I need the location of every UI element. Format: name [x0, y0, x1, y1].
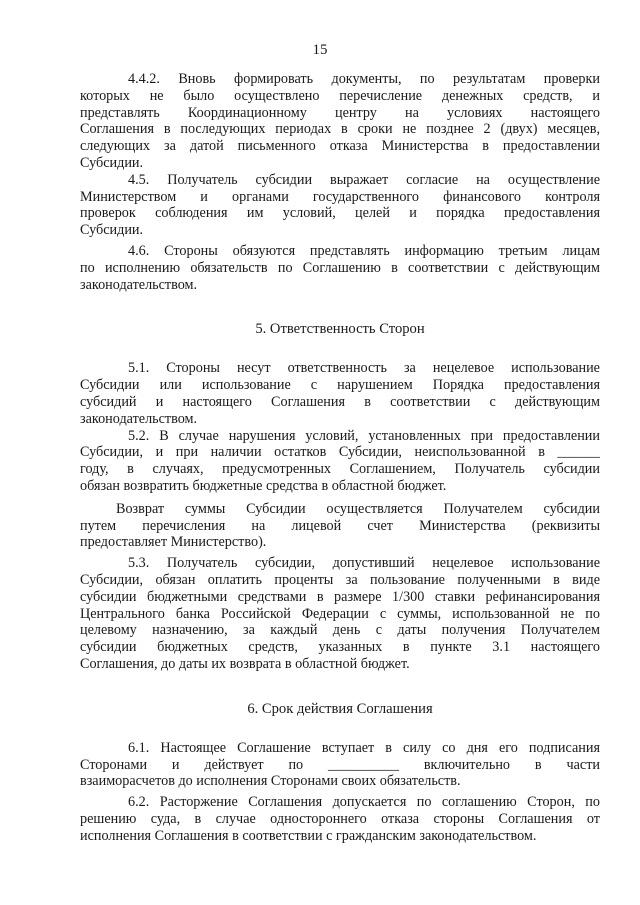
paragraph-6-1 [80, 740, 600, 790]
text-line: 5.3. Получатель субсидии, допустивший нецелевое использование [128, 555, 600, 572]
paragraph-5-1 [80, 360, 600, 427]
paragraph-5-3 [80, 555, 600, 673]
text-line: законодательством. [80, 276, 198, 293]
text-line: предоставляет Министерство). [80, 534, 267, 551]
text-line: представлять Координационному центру на условиях настоящего [80, 104, 600, 121]
text-line: 5.1. Стороны несут ответственность за нецелевое использование [128, 360, 600, 377]
paragraph-4-4-2 [80, 71, 600, 172]
text-line: 6.1. Настоящее Соглашение вступает в силу со дня его подписания [128, 739, 600, 756]
section-heading-6: 6. Срок действия Соглашения [247, 700, 433, 717]
text-line: 6.2. Расторжение Соглашения допускается по соглашению Сторон, по [128, 794, 600, 811]
text-line: Субсидии. [80, 154, 144, 171]
text-line: году, в случаях, предусмотренных Соглашением, Получатель субсидии [80, 461, 600, 478]
text-line: Министерством и органами государственного финансового контроля [80, 188, 600, 205]
text-line: Возврат суммы Субсидии осуществляется Получателем субсидии [116, 500, 600, 517]
document-body [80, 71, 600, 844]
text-line: Сторонами и действует по __________ включительно в части [80, 756, 600, 773]
text-line: 5.2. В случае нарушения условий, установленных при предоставлении [128, 427, 600, 444]
text-line: Субсидии, и при наличии остатков Субсидии, неиспользованной в ______ [80, 444, 600, 461]
text-line: Центрального банка Российской Федерации с суммы, использованной не по [80, 605, 600, 622]
text-line: решению суда, в случае одностороннего отказа стороны Соглашения от [80, 810, 600, 827]
text-line: путем перечисления на лицевой счет Министерства (реквизиты [80, 517, 600, 534]
text-line: Субсидии, обязан оплатить проценты за пользование полученными в виде [80, 571, 600, 588]
paragraph-5-2 [80, 428, 600, 495]
text-line: обязан возвратить бюджетные средства в областной бюджет. [80, 477, 447, 494]
page-number: 15 [312, 42, 328, 58]
paragraph-6-2 [80, 794, 600, 844]
text-line: субсидии бюджетных средств, указанных в пункте 3.1 настоящего [80, 639, 600, 656]
text-line: Субсидии. [80, 222, 144, 239]
text-line: исполнения Соглашения в соответствии с гражданским законодательством. [80, 827, 537, 844]
text-line: целевому назначению, за каждый день с даты получения Получателем [80, 622, 600, 639]
text-line: Соглашения в последующих периодах в сроки не позднее 2 (двух) месяцев, [80, 121, 600, 138]
text-line: Соглашения, до даты их возврата в областной бюджет. [80, 655, 410, 672]
text-line: субсидий и настоящего Соглашения в соответствии с действующим [80, 393, 600, 410]
text-line: следующих за датой письменного отказа Министерства в предоставлении [80, 138, 600, 155]
text-line: которых не было осуществлено перечисление денежных средств, и [80, 87, 600, 104]
text-line: 4.4.2. Вновь формировать документы, по результатам проверки [128, 71, 600, 87]
text-line: Субсидии или использование с нарушением Порядка предоставления [80, 377, 600, 394]
paragraph-4-6 [80, 243, 600, 293]
paragraph-4-5 [80, 172, 600, 239]
section-heading-5: 5. Ответственность Сторон [255, 321, 425, 338]
text-line: взаиморасчетов до исполнения Сторонами своих обязательств. [80, 773, 461, 790]
text-line: 4.5. Получатель субсидии выражает согласие на осуществление [128, 171, 600, 188]
text-line: законодательством. [80, 410, 198, 427]
text-line: по исполнению обязательств по Соглашению в соответствии с действующим [80, 259, 600, 276]
text-line: проверок соблюдения им условий, целей и порядка предоставления [80, 205, 600, 222]
text-line: 4.6. Стороны обязуются представлять информацию третьим лицам [128, 242, 600, 259]
text-line: субсидии бюджетными средствами в размере 1/300 ставки рефинансирования [80, 588, 600, 605]
paragraph-return [80, 501, 600, 551]
